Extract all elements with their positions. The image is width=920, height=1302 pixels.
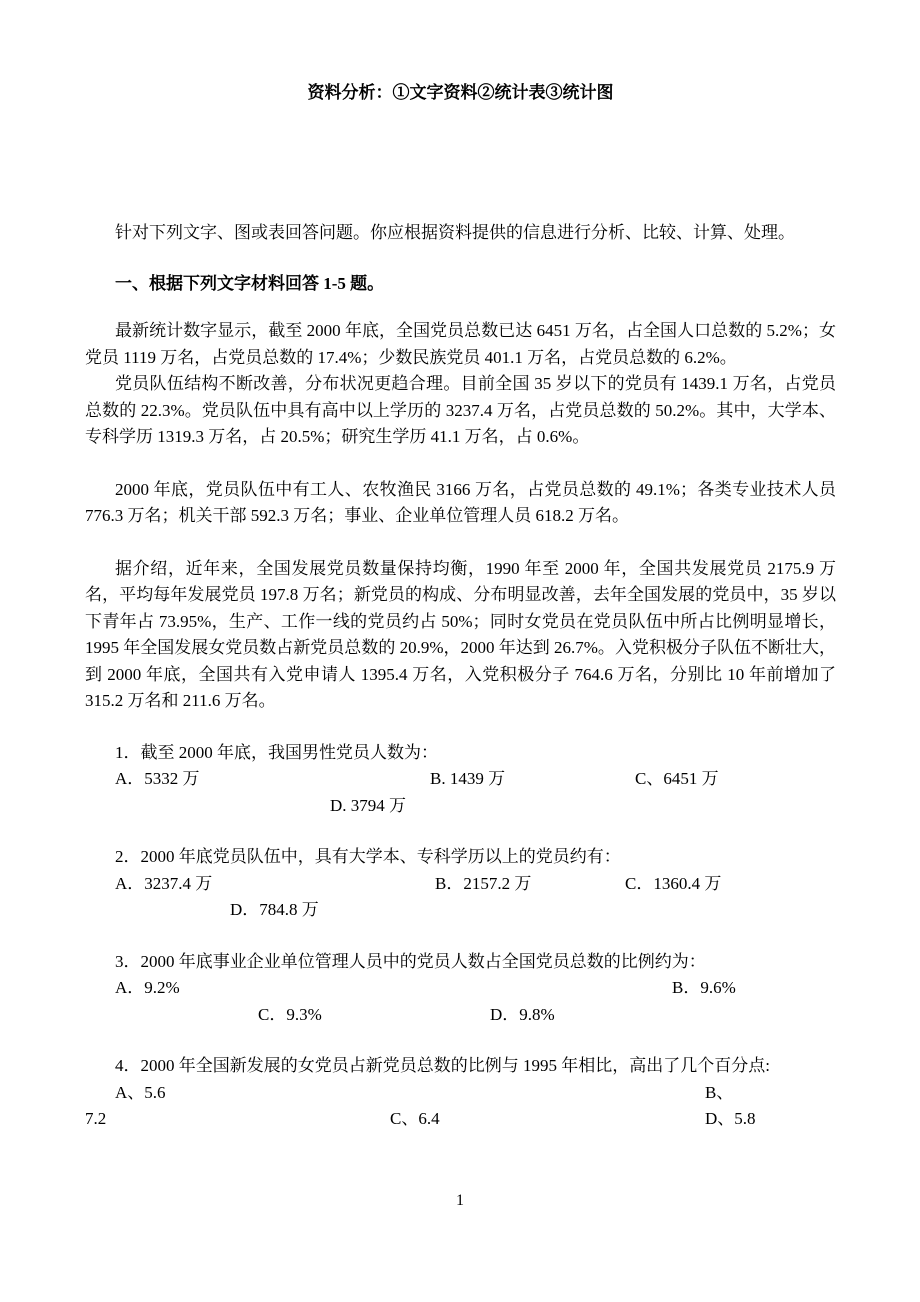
- question-3-option-a: A．9.2%: [115, 978, 180, 997]
- paragraph-statistics-overview: 最新统计数字显示，截至 2000 年底，全国党员总数已达 6451 万名，占全国人口总数的 5.2%；女党员 1119 万名，占党员总数的 17.4%；少数民族党员 401.1 万名，占党员总数的 6.2%。: [85, 321, 836, 367]
- section-heading: 一、根据下列文字材料回答 1-5 题。: [115, 273, 385, 293]
- question-4-option-b-continued: 7.2: [85, 1109, 107, 1128]
- question-2: [85, 844, 836, 924]
- question-3-options-row-2: [85, 1002, 836, 1029]
- question-2-option-a: A．3237.4 万: [115, 873, 213, 893]
- paragraph-development-trends: 据介绍，近年来，全国发展党员数量保持均衡，1990 年至 2000 年，全国共发展党员 2175.9 万名，平均每年发展党员 197.8 万名；新党员的构成、分布明显改善，去年全国发展的党员中，35 岁以下青年占 73.95%，生产、工作一线的党员约占 50%；同时女党员在党员队伍中所占比例明显增长，1995 年全国发展女党员数占新党员总数的 20.9%，2000 年达到 26.7%。入党积极分子队伍不断壮大，到 2000 年底，全国共有入党申请人 1395.4 万名，入党积极分子 764.6 万名，分别比 10 年前增加了 315.2 万名和 211.6 万名。: [85, 558, 836, 710]
- question-1-option-b: B. 1439 万: [430, 769, 506, 788]
- question-1-option-a: A．5332 万: [115, 769, 200, 788]
- question-4-options-row-2: [85, 1106, 836, 1133]
- question-1-stem: 1．截至 2000 年底，我国男性党员人数为：: [115, 742, 438, 762]
- paragraph-occupation-breakdown: 2000 年底，党员队伍中有工人、农牧渔民 3166 万名，占党员总数的 49.1%；各类专业技术人员 776.3 万名；机关干部 592.3 万名；事业、企业单位管理人员 618.2 万名。: [85, 479, 836, 525]
- question-1-options-row-1: [85, 766, 836, 793]
- question-1-option-c: C、6451 万: [635, 769, 719, 788]
- paragraph-structure-improvement: 党员队伍结构不断改善，分布状况更趋合理。目前全国 35 岁以下的党员有 1439.1 万名，占党员总数的 22.3%。党员队伍中具有高中以上学历的 3237.4 万名，占党员总数的 50.2%。其中，大学本、专科学历 1319.3 万名，占 20.5%；研究生学历 41.1 万名，占 0.6%。: [85, 374, 836, 446]
- question-2-option-c: C．1360.4 万: [625, 873, 722, 893]
- question-1-options-row-2: [85, 793, 836, 820]
- question-1-option-d: D. 3794 万: [330, 795, 407, 815]
- question-4-option-a: A、5.6: [115, 1082, 166, 1102]
- question-2-options-row-1: [85, 871, 836, 898]
- question-4: [85, 1053, 836, 1133]
- question-3-option-c: C．9.3%: [258, 1004, 322, 1024]
- question-4-option-c: C、6.4: [390, 1109, 440, 1128]
- question-3: [85, 949, 836, 1029]
- question-2-option-b: B．2157.2 万: [435, 873, 532, 893]
- question-4-option-b: B、: [705, 1082, 734, 1102]
- question-4-stem: 4．2000 年全国新发展的女党员占新党员总数的比例与 1995 年相比，高出了几个百分点:: [115, 1056, 770, 1075]
- question-4-option-d: D、5.8: [705, 1109, 756, 1128]
- question-3-option-d: D．9.8%: [490, 1004, 555, 1024]
- question-2-option-d: D．784.8 万: [230, 900, 319, 919]
- question-4-options-row-1: [85, 1080, 836, 1107]
- question-3-stem: 3．2000 年底事业企业单位管理人员中的党员人数占全国党员总数的比例约为：: [115, 951, 706, 971]
- question-1: [85, 740, 836, 820]
- question-2-stem: 2．2000 年底党员队伍中，具有大学本、专科学历以上的党员约有：: [115, 847, 621, 866]
- question-2-options-row-2: [85, 897, 836, 924]
- page-number: 1: [456, 1192, 464, 1209]
- intro-paragraph: 针对下列文字、图或表回答问题。你应根据资料提供的信息进行分析、比较、计算、处理。: [115, 223, 795, 242]
- question-3-option-b: B．9.6%: [672, 978, 736, 997]
- question-3-options-row-1: [85, 975, 836, 1002]
- page-title: 资料分析：①文字资料②统计表③统计图: [307, 83, 614, 102]
